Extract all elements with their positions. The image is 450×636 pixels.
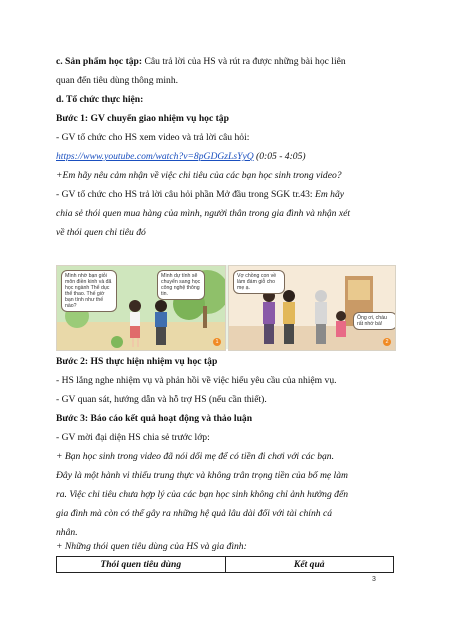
step1-line5: về thói quen chi tiêu đó bbox=[56, 227, 146, 238]
step1-line3a: - GV tổ chức cho HS trả lời câu hỏi phần Mở đầu trong SGK tr.43: bbox=[56, 189, 315, 200]
panel1-bubble-left: Mình nhờ bạn giỏi môn điền kinh và đã học ngành Thể dục thể thao. Thế giờ bạn tính như thế nào? bbox=[61, 270, 117, 312]
textbook-illustration bbox=[56, 265, 394, 349]
panel1-bubble-right: Mình dự tính sẽ chuyển sang học công nghệ thông tin. bbox=[157, 270, 205, 300]
step1-question: +Em hãy nêu cảm nhận về việc chi tiêu của các bạn học sinh trong video? bbox=[56, 170, 342, 181]
video-time: (0:05 - 4:05) bbox=[253, 151, 306, 162]
step1-link-line bbox=[56, 150, 394, 163]
panel2-number: 2 bbox=[383, 338, 391, 346]
habits-table bbox=[56, 556, 394, 573]
panel1-number: 1 bbox=[213, 338, 221, 346]
step1-line4: chia sẻ thói quen mua hàng của mình, người thân trong gia đình và nhận xét bbox=[56, 208, 351, 219]
illustration-panel-1 bbox=[56, 265, 226, 351]
section-c-text: Câu trả lời của HS và rút ra được những bài học liên bbox=[142, 56, 346, 67]
step3-habits: + Những thói quen tiêu dùng của HS và gia đình: bbox=[56, 541, 247, 552]
section-d-label: d. Tổ chức thực hiện: bbox=[56, 94, 144, 105]
step1-line3 bbox=[56, 188, 394, 201]
section-c-label: c. Sản phẩm học tập: bbox=[56, 56, 143, 67]
step3-para-line2: Đây là một hành vi thiếu trung thực và không trân trọng tiền của bố mẹ làm bbox=[56, 470, 348, 481]
table-header-habit: Thói quen tiêu dùng bbox=[57, 557, 226, 573]
step3-para-line5: nhân. bbox=[56, 527, 78, 538]
video-link[interactable]: https://www.youtube.com/watch?v=8pGDGzLsYyQ bbox=[56, 151, 254, 162]
step2-line2: - GV quan sát, hướng dẫn và hỗ trợ HS (nếu cần thiết). bbox=[56, 394, 267, 405]
step1-line3b: Em hãy bbox=[314, 189, 345, 200]
section-c bbox=[56, 55, 394, 68]
page-number: 3 bbox=[372, 576, 376, 583]
step3-para-line1: + Bạn học sinh trong video đã nói dối mẹ để có tiền đi chơi với các bạn. bbox=[56, 451, 334, 462]
step3-title: Bước 3: Báo cáo kết quả hoạt động và thảo luận bbox=[56, 413, 253, 424]
panel2-bubble-right: Ông ơi, cháu rất nhớ bà! bbox=[353, 312, 396, 330]
illustration-panel-2 bbox=[228, 265, 396, 351]
step2-line1: - HS lắng nghe nhiệm vụ và phản hồi về việc hiểu yêu cầu của nhiệm vụ. bbox=[56, 375, 337, 386]
step1-line1: - GV tổ chức cho HS xem video và trả lời câu hỏi: bbox=[56, 132, 250, 143]
table-header-row bbox=[57, 557, 394, 573]
step3-line1: - GV mời đại diện HS chia sẻ trước lớp: bbox=[56, 432, 210, 443]
step2-title: Bước 2: HS thực hiện nhiệm vụ học tập bbox=[56, 356, 218, 367]
table-header-result: Kết quả bbox=[225, 557, 394, 573]
panel2-bubble-left: Vợ chồng con về làm đám giỗ cho mẹ ạ. bbox=[233, 270, 285, 294]
step3-para-line3: ra. Việc chi tiêu chưa hợp lý của các bạn học sinh không chỉ ảnh hưởng đến bbox=[56, 489, 349, 500]
section-c-text-2: quan đến tiêu dùng thông minh. bbox=[56, 75, 179, 86]
step1-title: Bước 1: GV chuyển giao nhiệm vụ học tập bbox=[56, 113, 229, 124]
step3-para-line4: gia đình mà còn có thể gây ra những hệ quả lâu dài đối với tài chính cá bbox=[56, 508, 333, 519]
